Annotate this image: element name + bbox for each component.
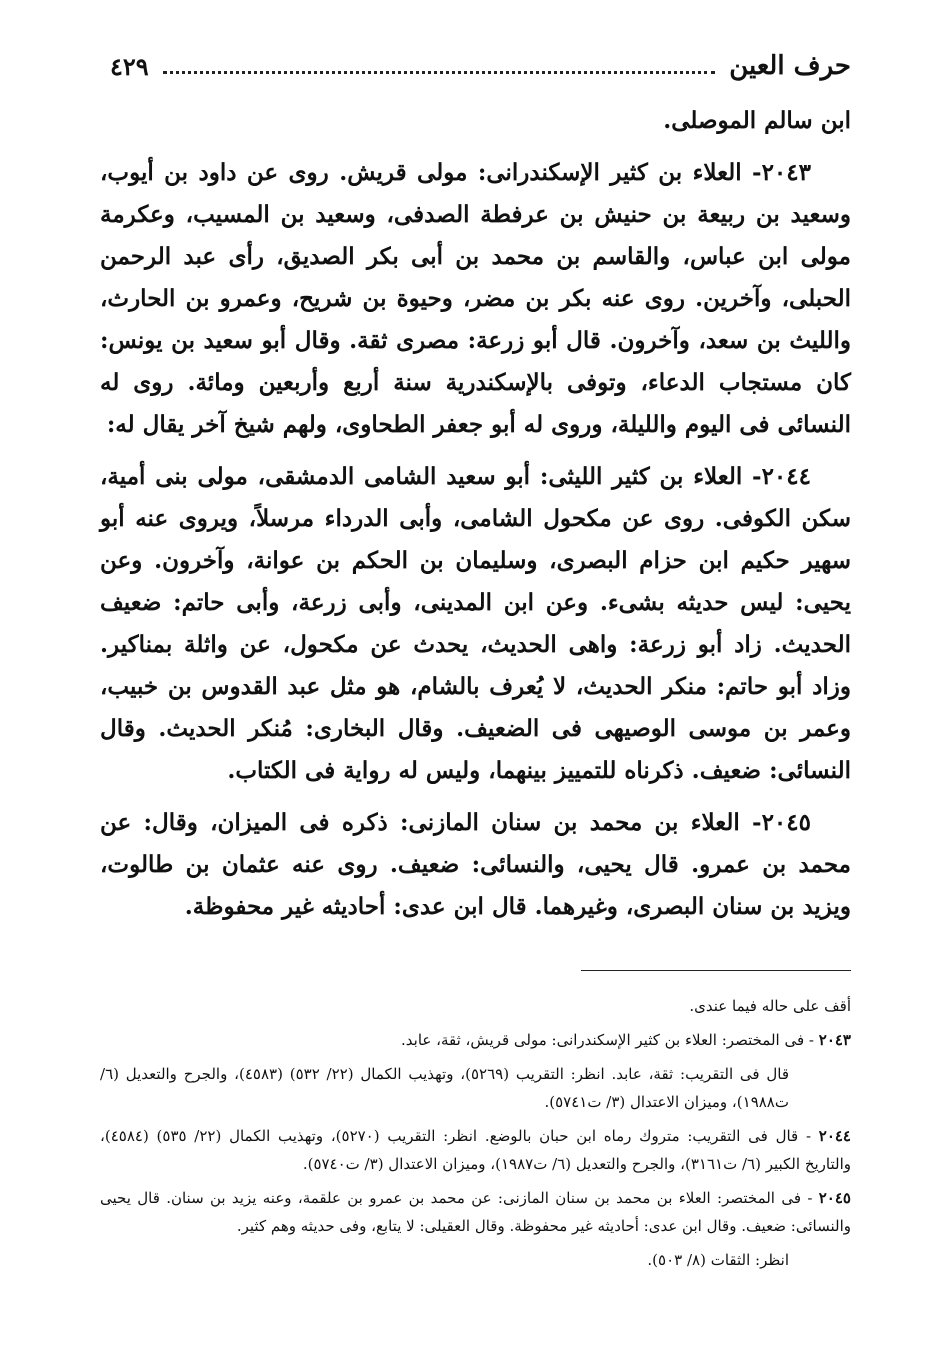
footnote-text: - فى المختصر: العلاء بن كثير الإسكندرانى: مولى قريش، ثقة، عابد. — [401, 1031, 814, 1049]
footnote-continuation: أقف على حاله فيما عندى. — [689, 997, 851, 1015]
footnotes — [100, 992, 851, 1280]
entry-2045: ٢٠٤٥- العلاء بن محمد بن سنان المازنى: ذكره فى الميزان، وقال: عن محمد بن عمرو. قال يحيى، والنسائى: ضعيف. روى عنه عثمان بن طالوت، ويزيد بن سنان البصرى، وغيرهما. قال ابن عدى: أحاديثه غير محفوظة. — [100, 809, 851, 920]
header-dotted-leader — [163, 71, 716, 74]
footnote-2045 — [100, 1184, 851, 1240]
footnote-number: ٢٠٤٣ — [818, 1031, 851, 1049]
main-text — [100, 100, 851, 938]
continuation-paragraph: ابن سالم الموصلى. — [663, 107, 851, 134]
running-title: حرف العين — [729, 51, 851, 81]
footnote-number: ٢٠٤٥ — [818, 1189, 851, 1207]
footnote-text: - قال فى التقريب: متروك رماه ابن حبان بالوضع. انظر: التقريب (٥٢٧٠)، وتهذيب الكمال (٢٢/ ٥٣٥) (٤٥٨٤)، والتاريخ الكبير (٦/ ت٣١٦١)، والجرح والتعديل (٦/ ت١٩٨٧)، وميزان الاعتدال (٣/ ت٥٧٤٠). — [100, 1127, 851, 1173]
footnote-2043 — [100, 1026, 851, 1054]
page-number: ٤٢٩ — [110, 51, 149, 81]
footnote-text: - فى المختصر: العلاء بن محمد بن سنان المازنى: عن محمد بن عمرو بن علقمة، وعنه يزيد بن سنان. قال يحيى والنسائى: ضعيف. وقال ابن عدى: أحاديثه غير محفوظة. وقال العقيلى: لا يتابع، وفى حديثه وهم كثير. — [100, 1189, 851, 1235]
footnote-2045-continued: انظر: الثقات (٨/ ٥٠٣). — [647, 1251, 789, 1269]
footnote-2044 — [100, 1122, 851, 1178]
entry-2044: ٢٠٤٤- العلاء بن كثير الليثى: أبو سعيد الشامى الدمشقى، مولى بنى أمية، سكن الكوفى. روى عن مكحول الشامى، وأبى الدرداء مرسلاً، ويروى عنه أبو سهير حكيم ابن حزام البصرى، وسليمان بن الحكم بن عوانة، وآخرون. وعن يحيى: ليس حديثه بشىء. وعن ابن المدينى، وأبى زرعة، وأبى حاتم: ضعيف الحديث. زاد أبو زرعة: واهى الحديث، يحدث عن مكحول، عن واثلة بمناكير. وزاد أبو حاتم: منكر الحديث، لا يُعرف بالشام، هو مثل عبد القدوس بن خبيب، وعمر بن موسى الوصيهى فى الضعيف. وقال البخارى: مُنكر الحديث. وقال النسائى: ضعيف. ذكرناه للتمييز بينهما، وليس له رواية فى الكتاب. — [100, 463, 851, 784]
entry-2043: ٢٠٤٣- العلاء بن كثير الإسكندرانى: مولى قريش. روى عن داود بن أيوب، وسعيد بن ربيعة بن حنيش بن عرفطة الصدفى، وسعيد بن المسيب، وعكرمة مولى ابن عباس، والقاسم بن محمد بن أبى بكر الصديق، رأى عبد الرحمن الحبلى، وآخرين. روى عنه بكر بن مضر، وحيوة بن شريح، وعمرو بن الحارث، والليث بن سعد، وآخرون. قال أبو زرعة: مصرى ثقة. وقال أبو سعيد بن يونس: كان مستجاب الدعاء، وتوفى بالإسكندرية سنة أربع وأربعين ومائة. روى له النسائى فى اليوم والليلة، وروى له أبو جعفر الطحاوى، ولهم شيخ آخر يقال له: — [100, 159, 851, 438]
footnote-number: ٢٠٤٤ — [818, 1127, 851, 1145]
page-header — [110, 44, 851, 88]
footnote-divider — [581, 970, 851, 971]
footnote-2043-continued: قال فى التقريب: ثقة، عابد. انظر: التقريب (٥٢٦٩)، وتهذيب الكمال (٢٢/ ٥٣٢) (٤٥٨٣)، والجرح والتعديل (٦/ ت١٩٨٨)، وميزان الاعتدال (٣/ ت٥٧٤١). — [100, 1065, 790, 1111]
